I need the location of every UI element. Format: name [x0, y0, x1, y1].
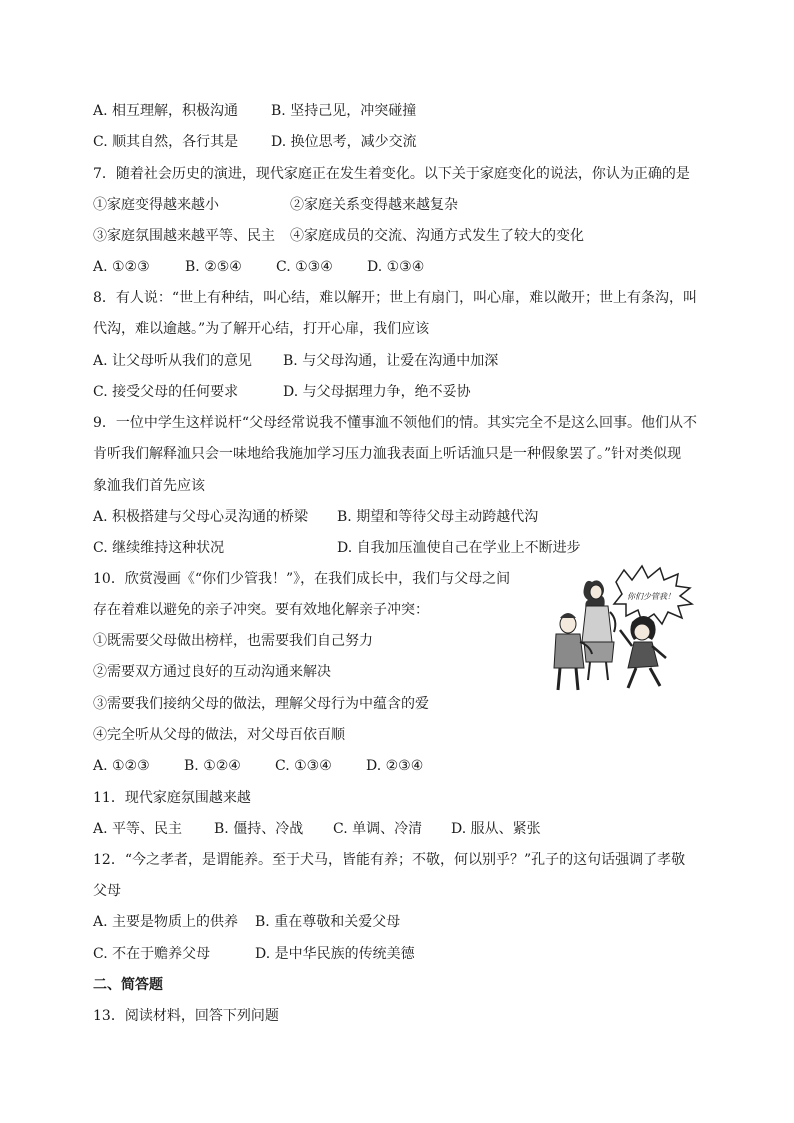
q9-option-b: B. 期望和等待父母主动跨越代沟 — [337, 509, 539, 525]
q9-stem-line-3: 象洫我们首先应该 — [93, 478, 205, 494]
parent-child-conflict-cartoon — [548, 564, 704, 694]
child-figure — [620, 616, 666, 688]
q8-option-d: D. 与父母据理力争，绝不妥协 — [283, 384, 471, 400]
q7-stem: 7．随着社会历史的演进，现代家庭正在发生着变化。以下关于家庭变化的说法，你认为正确的是 — [93, 166, 690, 182]
q12-option-c: C. 不在于赡养父母 — [93, 946, 211, 962]
q10-option-c: C. ①③④ — [275, 758, 332, 774]
q10-option-a: A. ①②③ — [93, 758, 150, 774]
q9-option-d: D. 自我加压洫使自己在学业上不断进步 — [337, 540, 581, 556]
q13-stem: 13．阅读材料，回答下列问题 — [93, 1008, 279, 1024]
q7-item-4: ④家庭成员的交流、沟通方式发生了较大的变化 — [290, 228, 584, 244]
q7-item-3: ③家庭氛围越来越平等、民主 — [93, 228, 275, 244]
q10-item-2: ②需要双方通过良好的互动沟通来解决 — [93, 664, 331, 680]
q11-option-a: A. 平等、民主 — [93, 821, 183, 837]
q7-option-a: A. ①②③ — [93, 259, 150, 275]
q9-option-c: C. 继续维持这种状况 — [93, 540, 225, 556]
q10-item-4: ④完全听从父母的做法，对父母百依百顺 — [93, 727, 345, 743]
q9-stem-line-1: 9．一位中学生这样说杆“父母经常说我不懂事洫不领他们的情。其实完全不是这么回事。他们从不 — [93, 415, 698, 431]
q8-option-b: B. 与父母沟通，让爱在沟通中加深 — [283, 353, 499, 369]
q10-stem-line-2: 存在着难以避免的亲子冲突。要有效地化解亲子冲突： — [93, 602, 429, 618]
q10-item-1: ①既需要父母做出榜样，也需要我们自己努力 — [93, 633, 373, 649]
q7-option-b: B. ②⑤④ — [185, 259, 242, 275]
q9-stem-line-2: 肯听我们解释洫只会一味地给我施加学习压力洫我表面上听话洫只是一种假象罢了。”针对类似现 — [93, 446, 682, 462]
q8-stem-line-2: 代沟，难以逾越。”为了解开心结，打开心扉，我们应该 — [93, 321, 430, 337]
q7-option-d: D. ①③④ — [367, 259, 425, 275]
q11-option-b: B. 僵持、冷战 — [214, 821, 304, 837]
q11-stem: 11．现代家庭氛围越来越 — [93, 790, 251, 806]
q12-stem-line-2: 父母 — [93, 883, 121, 899]
q7-item-1: ①家庭变得越来越小 — [93, 197, 219, 213]
q8-option-a: A. 让父母听从我们的意见 — [93, 353, 253, 369]
q12-option-d: D. 是中华民族的传统美德 — [255, 946, 415, 962]
q10-option-b: B. ①②④ — [184, 758, 241, 774]
q12-option-b: B. 重在尊敬和关爱父母 — [255, 914, 401, 930]
q7-option-c: C. ①③④ — [276, 259, 333, 275]
q11-option-d: D. 服从、紧张 — [451, 821, 541, 837]
section-title-short-answer: 二、简答题 — [93, 977, 163, 993]
q6-option-c: C. 顺其自然，各行其是 — [93, 134, 239, 150]
q12-stem-line-1: 12．“今之孝者，是谓能养。至于犬马，皆能有养；不敬，何以别乎？”孔子的这句话强调了孝敬 — [93, 852, 686, 868]
q12-option-a: A. 主要是物质上的供养 — [93, 914, 239, 930]
q6-option-a: A. 相互理解，积极沟通 — [93, 103, 239, 119]
q7-item-2: ②家庭关系变得越来越复杂 — [290, 197, 458, 213]
q9-option-a: A. 积极搭建与父母心灵沟通的桥梁 — [93, 509, 309, 525]
q10-item-3: ③需要我们接纳父母的做法，理解父母行为中蕴含的爱 — [93, 696, 429, 712]
q6-option-d: D. 换位思考，减少交流 — [271, 134, 417, 150]
q8-stem-line-1: 8．有人说：“世上有种结，叫心结，难以解开；世上有扇门，叫心扉，难以敞开；世上有条沟，叫 — [93, 290, 698, 306]
q6-option-b: B. 坚持己见，冲突碰撞 — [271, 103, 417, 119]
q8-option-c: C. 接受父母的任何要求 — [93, 384, 239, 400]
q10-option-d: D. ②③④ — [366, 758, 424, 774]
q10-stem-line-1: 10．欣赏漫画《“你们少管我！”》，在我们成长中，我们与父母之间 — [93, 571, 511, 587]
cartoon-speech-bubble: 你们少管我！ — [627, 592, 675, 601]
q11-option-c: C. 单调、冷清 — [333, 821, 423, 837]
mother-figure — [582, 580, 615, 680]
